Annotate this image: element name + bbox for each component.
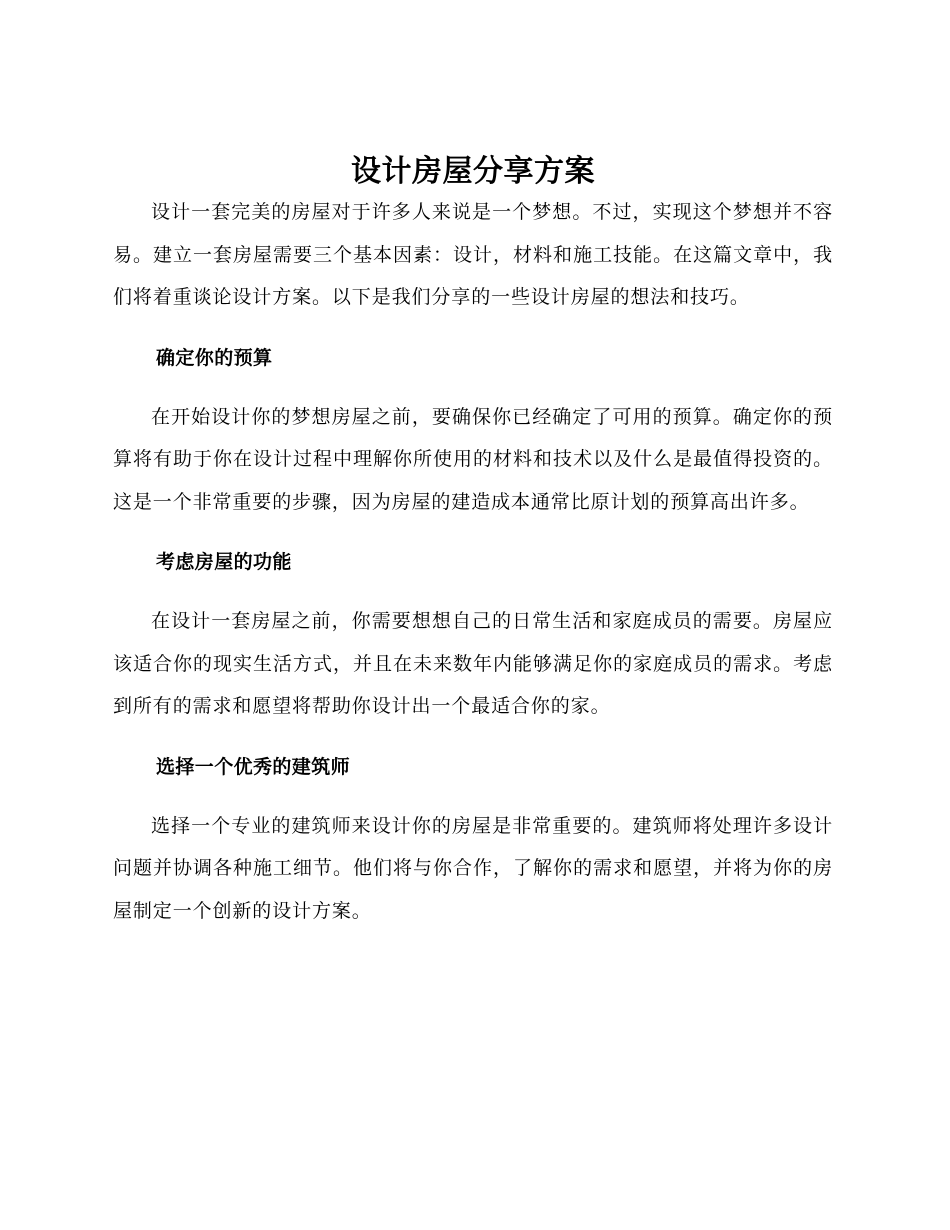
intro-paragraph: 设计一套完美的房屋对于许多人来说是一个梦想。不过，实现这个梦想并不容易。建立一套房屋需要三个基本因素：设计，材料和施工技能。在这篇文章中，我们将着重谈论设计方案。以下是我们分享的一些设计房屋的想法和技巧。 xyxy=(113,201,833,308)
section-body-function: 在设计一套房屋之前，你需要想想自己的日常生活和家庭成员的需要。房屋应该适合你的现实生活方式，并且在未来数年内能够满足你的家庭成员的需求。考虑到所有的需求和愿望将帮助你设计出一个最适合你的家。 xyxy=(113,610,833,717)
section-body-budget: 在开始设计你的梦想房屋之前，要确保你已经确定了可用的预算。确定你的预算将有助于你在设计过程中理解你所使用的材料和技术以及什么是最值得投资的。这是一个非常重要的步骤，因为房屋的建造成本通常比原计划的预算高出许多。 xyxy=(113,405,833,513)
section-body-architect: 选择一个专业的建筑师来设计你的房屋是非常重要的。建筑师将处理许多设计问题并协调各种施工细节。他们将与你合作，了解你的需求和愿望，并将为你的房屋制定一个创新的设计方案。 xyxy=(113,814,833,922)
section-heading-architect: 选择一个优秀的建筑师 xyxy=(156,755,351,778)
section-heading-budget: 确定你的预算 xyxy=(156,346,273,369)
document-page xyxy=(113,150,833,932)
document-title: 设计房屋分享方案 xyxy=(351,154,595,189)
section-heading-function: 考虑房屋的功能 xyxy=(156,551,292,573)
